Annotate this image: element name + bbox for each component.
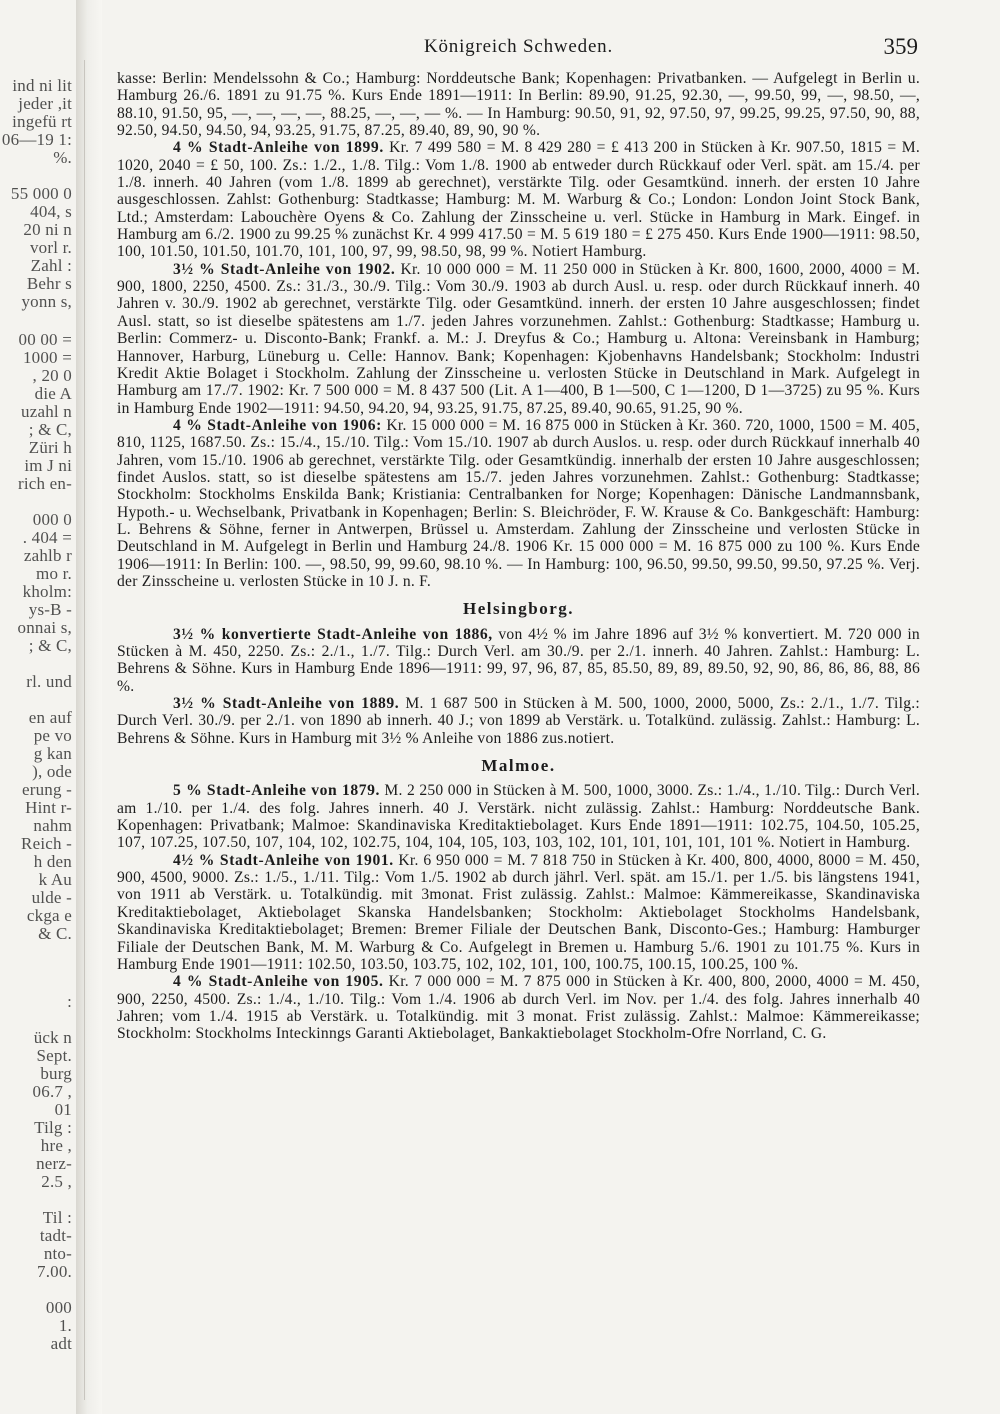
- gutter-fragment: 55 000 0: [10, 184, 72, 203]
- gutter-fragment: Zahl :: [30, 256, 72, 275]
- page: [117, 30, 920, 1043]
- gutter-fragment: ind ni lit: [12, 76, 72, 95]
- gutter-fragment: , 20 0: [32, 366, 72, 385]
- loan-entry: [117, 973, 920, 1042]
- page-fold-shadow: [76, 0, 102, 1414]
- gutter-fragment: onnai s,: [17, 618, 72, 637]
- gutter-fragment: k Au: [38, 870, 72, 889]
- gutter-fragment: 404, s: [30, 202, 72, 221]
- gutter-fragment: & C.: [38, 924, 72, 943]
- gutter-fragment: zahlb r: [23, 546, 72, 565]
- gutter-fragment: kholm:: [22, 582, 72, 601]
- gutter-fragment: g kan: [33, 744, 72, 763]
- loan-text: Kr. 15 000 000 = M. 16 875 000 in Stücken à Kr. 360. 720, 1000, 1500 = M. 405, 810, 1125, 1687.50. Zs.: 15./4., 15./10. Tilg.: Vom 15./10. 1907 ab durch Auslos. u. resp. oder durch Rückkauf innerhalb 40 Jahren, vom 15./10. 1906 ab gerechnet, verstärkte Tilg. oder Gesamtkündig. innerhalb der ersten 10 Jahre ausgeschlossen; findet Auslos. statt, so ist dieselbe spätestens am 15./7. jeden Jahres vorzunehmen. Zahlst.: Gothenburg: Stadtkasse; Stockholm: Stockholms Enskilda Bank; Kristiania: Centralbanken for Norge; Kopenhagen: Dänische Landmannsbank, Hypoth.- u. Wechselbank, Privatbank in Kopenhagen; Berlin: S. Bleichröder, F. W. Krause & Co. Bankgeschäft: Hamburg: L. Behrens & Söhne, ferner in Antwerpen, Brüssel u. Amsterdam. Zahlung der Zinsscheine und verlosten Stücke in Deutschland in M. Aufgelegt in Berlin und Hamburg 24./8. 1906 Kr. 15 000 000 = M. 16 875 000 zu 100 %. Kurs Ende 1906—1911: In Berlin: 100. —, 98.50, 99, 99.60, 98.10 %. — In Hamburg: 100, 96.50, 99.50, 99.50, 99.50, 97.25 %. Verj. der Zinsscheine u. verlosten Stücke in 10 J. n. F.: [117, 416, 920, 590]
- loan-text: Kr. 7 499 580 = M. 8 429 280 = £ 413 200 in Stücken à Kr. 907.50, 1815 = M. 1020, 2040 = £ 50, 100. Zs.: 1./2., 1./8. Tilg.: Vom 1./8. 1900 ab entweder durch Rückkauf oder Verl. spät. am 15./4. per 1./8. innerh. 40 Jahren (vom 1./8. 1899 ab gerechnet), verstärkte Tilg. oder Gesamtkünd. innerh. der ersten 10 Jahre ausgeschlossen. Zahlst: Gothenburg: Stadtkasse; Hamburg: M. M. Warburg & Co.; London: London Joint Stock Bank, Ltd.; Amsterdam: Labouchère Oyens & Co. Zahlung der Zinsscheine u. verl. Stücke in Hamburg in Mark. Eingef. in Hamburg am 6./2. 1900 zu 99.25 % zunächst Kr. 4 999 417.50 = M. 5 619 180 = £ 275 450. Kurs Ende 1900—1911: 98.50, 100, 101.50, 101.50, 101.70, 101, 100, 97, 99, 98.50, 98, 99 %. Notiert Hamburg.: [117, 139, 920, 261]
- gutter-fragment: ingefü rt: [12, 112, 72, 131]
- gutter-fragment: nerz-: [36, 1154, 72, 1173]
- gutter-fragment: h den: [33, 852, 72, 871]
- loan-title: 4 % Stadt-Anleihe von 1906:: [173, 416, 382, 434]
- gutter-fragment: 00 00 =: [18, 330, 72, 349]
- gutter-fragment: rl. und: [26, 672, 72, 691]
- loan-entry: [117, 261, 920, 417]
- gutter-fragment: ckga e: [26, 906, 72, 925]
- loan-text: M. 2 250 000 in Stücken à M. 500, 1000, 3000. Zs.: 1./4., 1./10. Tilg.: Durch Verl. am 1./10. per 1./4. des folg. Jahres innerh. 40 J. Verstärk. nicht zulässig. Zahlst.: Hamburg: Norddeutsche Bank. Kopenhagen: Privatbank; Malmoe: Skandinaviska Kreditaktiebolaget. Kurs Ende 1891—1911: 102.75, 104.50, 105.25, 107, 107.25, 107.50, 107, 104, 102, 102.75, 104, 104, 105, 103, 103, 102, 101, 101, 101, 101, 101 %. Notiert in Hamburg.: [117, 782, 920, 852]
- gutter-fragment: hre ,: [40, 1136, 72, 1155]
- gutter-fragment: jeder ,it: [18, 94, 72, 113]
- gutter-fragment: %.: [53, 148, 72, 167]
- running-title: Königreich Schweden.: [423, 36, 614, 57]
- gutter-fragment: erung -: [21, 780, 72, 799]
- loan-entry: [117, 852, 920, 973]
- gutter-fragment: mo r.: [36, 564, 72, 583]
- gutter-fragment: 20 ni n: [23, 220, 72, 239]
- loan-title: 3½ % Stadt-Anleihe von 1902.: [173, 260, 396, 278]
- gutter-fragment: ulde -: [31, 888, 72, 907]
- loan-title: 4½ % Stadt-Anleihe von 1901.: [173, 851, 394, 869]
- gutter-fragment: Behr s: [26, 274, 72, 293]
- loan-entry: [117, 695, 920, 747]
- paragraph: kasse: Berlin: Mendelssohn & Co.; Hamburg: Norddeutsche Bank; Kopenhagen: Privatbanken. — Aufgelegt in Berlin u. Hamburg 26./6. 1891 zu 91.75 %. Kurs Ende 1891—1911: In Berlin: 89.90, 91.25, 92.30, —, 99.50, 99, —, 98.50, —, 88.10, 91.50, 95, —, —, —, —, 88.25, —, —, — %. — In Hamburg: 90.50, 91, 92, 97.50, 97, 99.25, 99.25, 97.50, 90, 88, 92.50, 94.50, 94.50, 94, 93.25, 91.75, 87.25, 89.40, 89, 90, 90 %.: [117, 70, 920, 140]
- gutter-fragment: ; & C,: [28, 636, 72, 655]
- gutter-fragment: 06—19 1:: [1, 130, 72, 149]
- gutter-fragment: 000 0: [32, 510, 72, 529]
- loan-title: 3½ % Stadt-Anleihe von 1889.: [173, 695, 400, 713]
- gutter-fragment: Reich -: [21, 834, 72, 853]
- facing-page-gutter: [0, 68, 72, 1388]
- loan-entry: [117, 139, 920, 260]
- loan-text: von 4½ % im Jahre 1896 auf 3½ % konvertiert. M. 720 000 in Stücken à M. 450, 2250. Zs.: 2./1., 1./7. Tilg.: Durch Verl. am 30./9. per 2./1. innerh. 40 Jahren. Zahlst.: Hamburg: L. Behrens & Söhne. Kurs in Hamburg Ende 1896—1911: 99, 97, 96, 87, 85, 85.50, 89, 89, 89.50, 92, 90, 86, 86, 86, 88, 86 %.: [117, 625, 920, 695]
- gutter-fragment: Züri h: [28, 438, 72, 457]
- page-header: [117, 30, 920, 70]
- gutter-fragment: adt: [50, 1334, 72, 1353]
- loan-title: 4 % Stadt-Anleihe von 1899.: [173, 139, 384, 157]
- gutter-fragment: rich en-: [18, 474, 72, 493]
- gutter-fragment: Sept.: [36, 1046, 72, 1065]
- gutter-fragment: ), ode: [32, 762, 72, 781]
- gutter-fragment: . 404 =: [22, 528, 72, 547]
- city-heading: Helsingborg.: [462, 599, 575, 619]
- body-text: [117, 70, 920, 1043]
- gutter-fragment: 2.5 ,: [41, 1172, 72, 1191]
- gutter-fragment: vorl r.: [29, 238, 72, 257]
- loan-title: 5 % Stadt-Anleihe von 1879.: [173, 782, 381, 800]
- gutter-fragment: pe vo: [33, 726, 72, 745]
- gutter-fragment: Tilg :: [34, 1118, 72, 1137]
- gutter-fragment: burg: [40, 1064, 72, 1083]
- gutter-fragment: 7.00.: [37, 1262, 72, 1281]
- gutter-fragment: 1.: [58, 1316, 72, 1335]
- loan-title: 4 % Stadt-Anleihe von 1905.: [173, 973, 384, 991]
- gutter-fragment: Hint r-: [25, 798, 72, 817]
- gutter-fragment: 000: [45, 1298, 72, 1317]
- loan-text: Kr. 7 000 000 = M. 7 875 000 in Stücken à Kr. 400, 800, 2000, 4000 = M. 450, 900, 2250, 4500. Zs.: 1./4., 1./10. Tilg.: Vom 1./4. 1906 ab durch Verl. im Nov. per 1./4. des folg. Jahres innerhalb 40 Jahren; vom 1./4. 1915 ab Verstärk. u. Totalkündig. mit 3 monat. Frist zulässig. Zahlst.: Malmoe: Kämmereikasse; Stockholm: Stockholms Inteckinngs Garanti Aktiebolaget, Bankaktiebolaget Stockholm-Ofre Norrland, C. G.: [117, 973, 921, 1043]
- gutter-fragment: 06.7 ,: [32, 1082, 72, 1101]
- gutter-fragment: tadt-: [39, 1226, 72, 1245]
- gutter-fragment: die A: [34, 384, 72, 403]
- loan-text: Kr. 6 950 000 = M. 7 818 750 in Stücken à Kr. 400, 800, 4000, 8000 = M. 450, 900, 4500, 9000. Zs.: 1./5., 1./11. Tilg.: Vom 1./5. 1902 ab durch jährl. Verl. spät. am 15./1. per 1./5. bis längstens 1941, von 1911 ab Verstärk. u. Totalkündig. mit 3monat. Frist zulässig. Zahlst.: Malmoe: Kämmereikasse, Skandinaviska Kreditaktiebolaget, Aktiebolaget Skanska Handelsbanken; Stockholm: Aktiebolaget Stockholms Handelsbank, Skandinaviska Kreditaktiebolaget; Bremen: Bremer Filiale der Deutschen Bank, Disconto-Ges.; Hamburg: Hamburger Filiale der Deutschen Bank, M. M. Warburg & Co. Aufgelegt in Bremen u. Hamburg 5./6. 1901 zu 101.75 %. Kurs in Hamburg Ende 1901—1911: 102.50, 103.50, 103.75, 102, 102, 101, 100, 100.75, 100.15, 100.25, 100 %.: [117, 851, 921, 973]
- loan-title: 3½ % konvertierte Stadt-Anleihe von 1886,: [173, 625, 493, 643]
- gutter-fragment: :: [67, 992, 72, 1011]
- gutter-fragment: nahm: [33, 816, 72, 835]
- gutter-fragment: ys-B -: [28, 600, 72, 619]
- gutter-fragment: 1000 =: [22, 348, 72, 367]
- gutter-fragment: nto-: [43, 1244, 72, 1263]
- loan-text: M. 1 687 500 in Stücken à M. 500, 1000, 2000, 5000, Zs.: 2./1., 1./7. Tilg.: Durch Verl. 30./9. per 2./1. von 1890 ab innerh. 40 J.; von 1899 ab Verstärk. u. Totalkünd. zulässig. Zahlst.: Hamburg: L. Behrens & Söhne. Kurs in Hamburg mit 3½ % Anleihe von 1886 zus.notiert.: [117, 695, 920, 747]
- gutter-fragment: 01: [54, 1100, 72, 1119]
- gutter-fragment: ; & C,: [28, 420, 72, 439]
- gutter-fragment: en auf: [28, 708, 72, 727]
- loan-entry: [117, 626, 920, 695]
- gutter-fragment: ück n: [33, 1028, 72, 1047]
- gutter-fragment: yonn s,: [21, 292, 72, 311]
- city-heading: Malmoe.: [481, 756, 556, 776]
- loan-entry: [117, 782, 920, 851]
- gutter-fragment: uzahl n: [21, 402, 72, 421]
- page-number: 359: [883, 34, 918, 59]
- page-fold-line: [84, 60, 85, 1400]
- loan-entry: [117, 417, 920, 590]
- gutter-fragment: Til :: [42, 1208, 72, 1227]
- loan-text: Kr. 10 000 000 = M. 11 250 000 in Stücken à Kr. 800, 1600, 2000, 4000 = M. 900, 1800, 2250, 4500. Zs.: 31./3., 30./9. Tilg.: Vom 30./9. 1903 ab durch Ausl. u. resp. oder durch Rückkauf innerh. 40 Jahren v. 30./9. 1902 ab gerechnet, verstärkte Tilg. oder Gesamtkünd. innerh. der ersten 10 Jahre ausgeschlossen; findet Ausl. statt, so ist dieselbe spätestens am 1./7. jeden Jahres vorzunehmen. Zahlst.: Gothenburg: Stadtkasse; Hamburg u. Berlin: Commerz- u. Disconto-Bank; Frankf. a. M.: J. Dreyfus & Co.; Hamburg u. Altona: Vereinsbank in Hamburg; Hannover, Harburg, Lüneburg u. Celle: Hannov. Bank; Kopenhagen: Kjobenhavns Handelsbank; Stockholm: Industri Kredit Aktie Bolaget i Stockholm. Zahlung der Zinsscheine u. verlosten Stücke in Deutschland in Mark. Aufgelegt in Hamburg am 17./7. 1902: Kr. 7 500 000 = M. 8 437 500 (Lit. A 1—400, B 1—500, C 1—1200, D 1—3725) zu 95 %. Kurs in Hamburg Ende 1902—1911: 94.50, 94.20, 94, 93.25, 91.75, 87.25, 89.40, 90.65, 91.25, 90 %.: [117, 260, 920, 417]
- gutter-fragment: im J ni: [24, 456, 72, 475]
